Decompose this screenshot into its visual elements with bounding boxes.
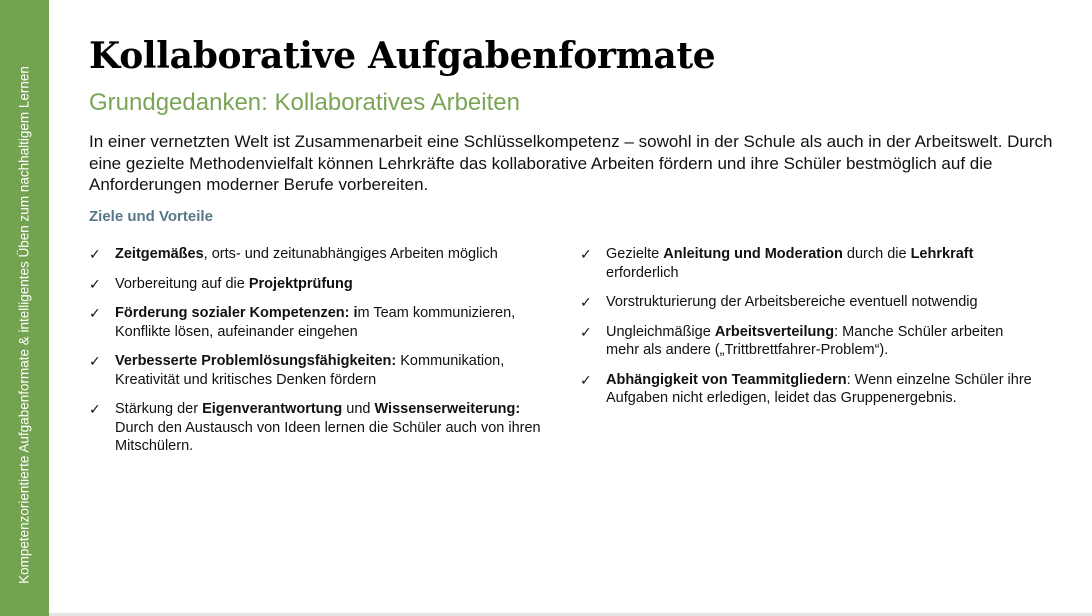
section-heading: Ziele und Vorteile (89, 208, 213, 225)
checkmark-icon: ✓ (580, 323, 592, 340)
checkmark-icon: ✓ (89, 305, 101, 321)
list-item (89, 352, 549, 389)
item-text-bold: Lehrkraft (910, 246, 974, 262)
item-text: Ungleichmäßige (606, 323, 715, 340)
challenges-list (580, 245, 1040, 419)
list-item (89, 275, 549, 294)
intro-paragraph: In einer vernetzten Welt ist Zusammenarbeit eine Schlüsselkompetenz – sowohl in der Schule als auch in der Arbeitswelt. Durch eine gezielte Methodenvielfalt können Lehrkräfte das kollaborative Arbeiten fördern und ihre Schüler bestmöglich auf die Anforderungen moderner Berufe vorbereiten. (89, 132, 1053, 194)
item-text: Vorstrukturierung der Arbeitsbereiche eventuell notwendig (606, 294, 978, 310)
checkmark-icon: ✓ (580, 246, 592, 262)
item-text: und (342, 401, 375, 417)
sidebar-course-title: Kompetenzorientierte Aufgabenformate & intelligentes Üben zum nachhaltigem Lernen (16, 66, 32, 584)
item-text-bold: Wissenserweiterung: (374, 401, 521, 417)
advantages-list (89, 245, 549, 467)
item-text: Gezielte (606, 246, 664, 262)
list-item (580, 371, 1040, 408)
list-item (580, 323, 1040, 360)
item-text: Vorbereitung auf die (115, 275, 249, 292)
checkmark-icon: ✓ (89, 353, 101, 369)
item-text-bold: Anleitung und Moderation (663, 246, 843, 262)
item-text-bold: Förderung sozialer Kompetenzen: i (115, 305, 358, 321)
item-text: , orts- und zeitunabhängiges Arbeiten möglich (203, 246, 498, 262)
checkmark-icon: ✓ (580, 294, 592, 310)
list-item (89, 400, 549, 456)
list-item (580, 293, 1040, 312)
item-text: erforderlich (606, 264, 679, 281)
page-title: Kollaborative Aufgabenformate (89, 35, 716, 77)
checkmark-icon: ✓ (89, 275, 101, 292)
item-text-bold: Zeitgemäßes (115, 246, 204, 262)
checkmark-icon: ✓ (89, 401, 101, 417)
checkmark-icon: ✓ (580, 371, 592, 388)
item-text: durch die (842, 246, 911, 262)
item-text-bold: Arbeitsverteilung (714, 323, 835, 340)
item-text: m Team kommunizieren, Konflikte lösen, aufeinander eingehen (115, 305, 516, 340)
list-item (89, 245, 549, 264)
item-text-bold: Projektprüfung (248, 275, 353, 292)
page-subtitle: Grundgedanken: Kollaboratives Arbeiten (89, 89, 520, 116)
item-text: Durch den Austausch von Ideen lernen die Schüler auch von ihren Mitschülern. (115, 419, 541, 454)
item-text-bold: Eigenverantwortung (202, 401, 343, 417)
sidebar-band (0, 0, 49, 616)
list-item (580, 245, 1040, 282)
item-text-bold: Abhängigkeit von Teammitgliedern (606, 371, 847, 388)
item-text-bold: Verbesserte Problemlösungsfähigkeiten: (115, 353, 397, 369)
item-text: : Wenn einzelne Schüler ihre Aufgaben nicht erledigen, leidet das Gruppenergebnis. (606, 371, 1032, 406)
item-text: : Manche Schüler arbeiten mehr als andere („Trittbrettfahrer-Problem“). (606, 323, 1004, 358)
item-text: Stärkung der (115, 401, 203, 417)
list-item (89, 304, 549, 341)
checkmark-icon: ✓ (89, 246, 101, 262)
item-text: Kommunikation, Kreativität und kritisches Denken fördern (115, 353, 505, 388)
